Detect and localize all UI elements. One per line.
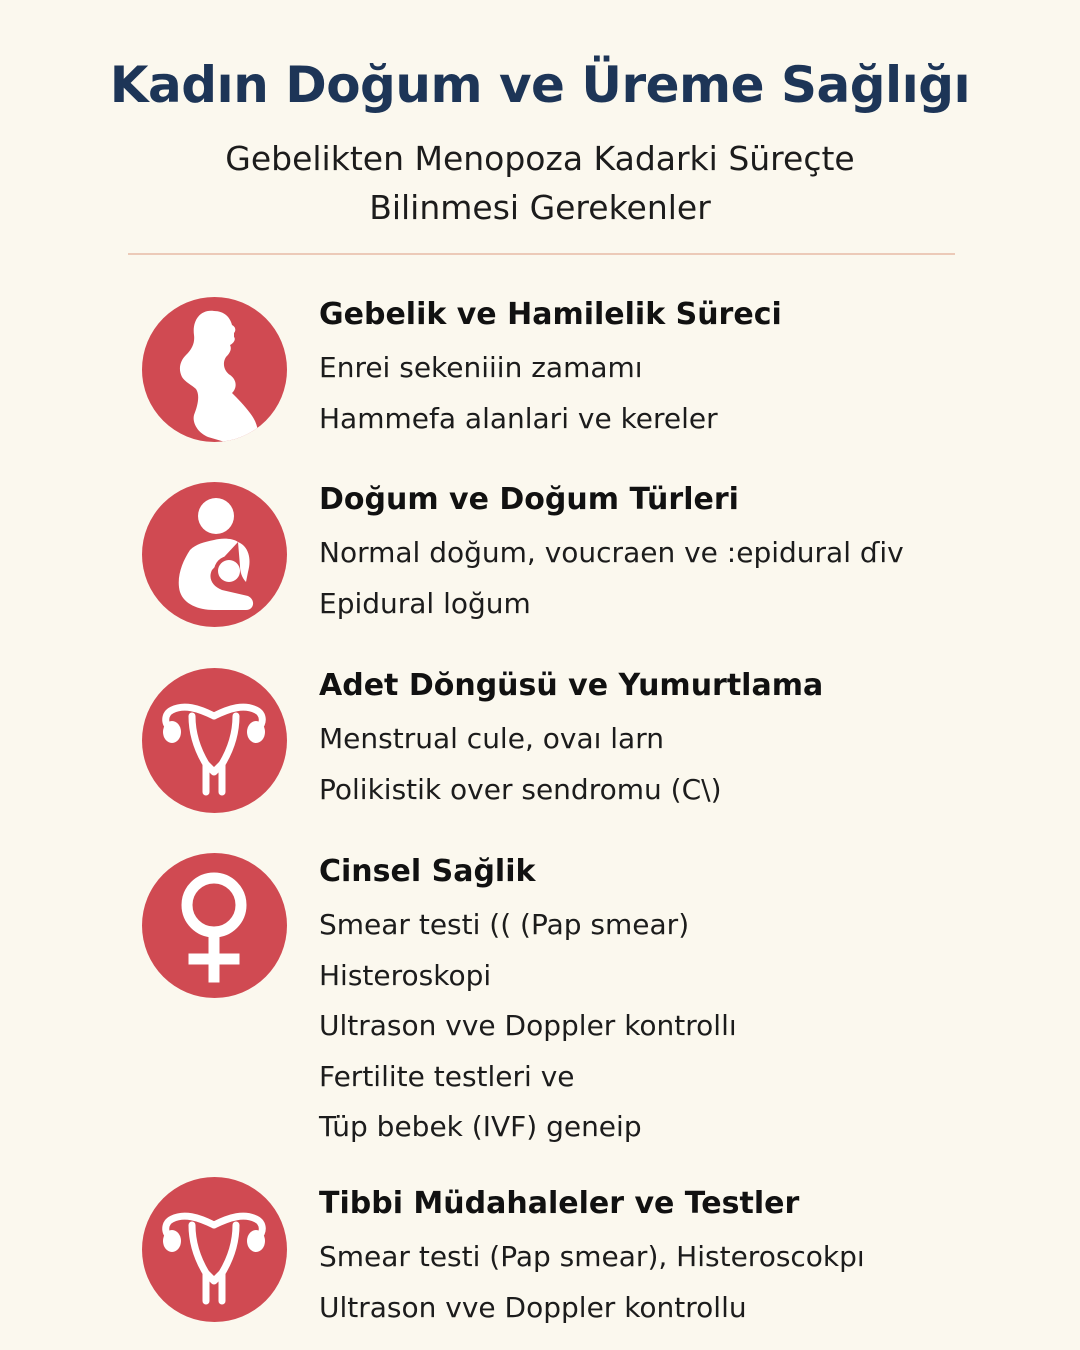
section-title: Adet Dŏngüsü ve Yumurtlama (319, 668, 824, 703)
section-title: Tibbi Müdahaleler ve Testler (319, 1186, 800, 1221)
section-menstrual (319, 664, 1019, 815)
section-line: Enrei sekeniiin zamamı (319, 351, 643, 384)
section-medical-tests (319, 1182, 1019, 1333)
page-title: Kadın Doğum ve Üreme Sağlığı (109, 56, 971, 114)
section-birth (319, 478, 1019, 629)
section-title: Gebelik ve Hamilelik Süreci (319, 297, 782, 332)
section-line: Menstrual cule, ovaı larn (319, 722, 664, 755)
section-line: Hammefa alanlari ve kereler (319, 401, 718, 435)
section-title: Cinsel Sağlik (319, 854, 536, 889)
subtitle-line-2: Bilinmesi Gerekenler (369, 188, 711, 227)
section-line: Smear testi (Pap smear), Histeroscokpı (319, 1240, 865, 1273)
page-subtitle (0, 134, 1080, 232)
section-line: Ultrason vve Doppler kontrollu (319, 1290, 747, 1324)
section-line: Smear testi (( (Pap smear) (319, 908, 690, 941)
section-title: Doğum ve Doğum Türleri (319, 482, 739, 517)
section-line: Fertilite testleri ve (319, 1059, 575, 1093)
section-line: Ultrason vve Doppler kontrollı (319, 1009, 737, 1042)
female-symbol-icon (142, 853, 287, 998)
section-line: Histeroskopi (319, 958, 492, 992)
uterus-icon (142, 668, 287, 813)
pregnant-woman-icon (142, 297, 287, 442)
header-divider (128, 253, 955, 255)
section-line: Epidural loğum (319, 586, 531, 620)
section-line: Polikistik over sendromu (C\) (319, 772, 722, 806)
section-line: Tüp bebek (IVF) geneip (319, 1110, 642, 1143)
subtitle-line-1: Gebelikten Menopoza Kadarki Süreçte (225, 139, 855, 178)
section-sexual-health (319, 850, 1019, 1153)
uterus-icon (142, 1177, 287, 1322)
mother-baby-icon (142, 482, 287, 627)
section-line: Normal doğum, voucraen ve :epidural ɗiv (319, 536, 904, 569)
section-pregnancy (319, 293, 1019, 444)
